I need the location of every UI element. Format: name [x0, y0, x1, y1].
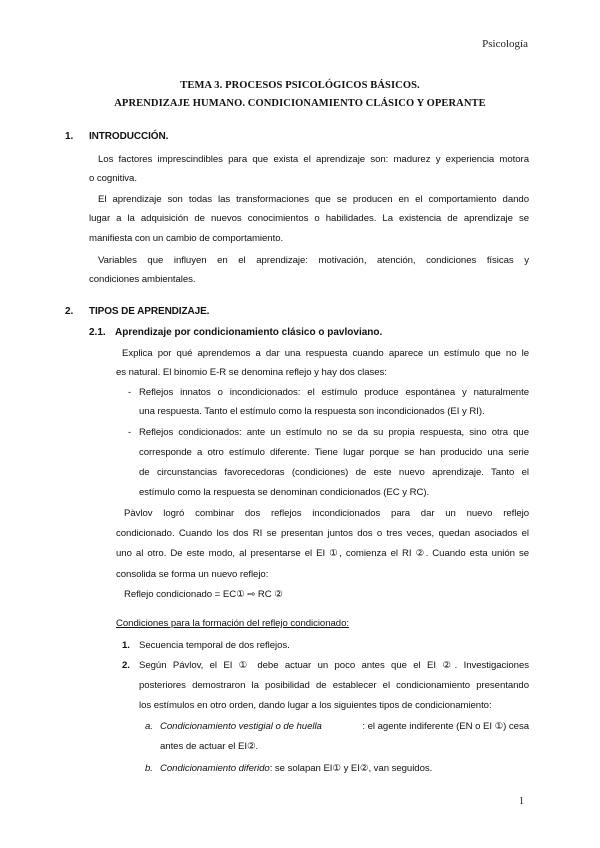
formula: Reflejo condicionado = EC① ⇨ RC ②: [124, 589, 283, 600]
sub-b-rest: : se solapan EI① y EI②, van seguidos.: [269, 763, 433, 774]
title-line-1: TEMA 3. PROCESOS PSICOLÓGICOS BÁSICOS.: [180, 80, 420, 91]
section-1-number: 1.: [65, 131, 74, 142]
paragraph-line: es natural. El binomio E-R se denomina reflejo y hay dos clases:: [116, 367, 387, 378]
title-line-2: APRENDIZAJE HUMANO. CONDICIONAMIENTO CLÁSICO Y OPERANTE: [114, 98, 486, 109]
sub-a-line-2: antes de actuar el EI②.: [160, 741, 259, 752]
condition-1-number: 1.: [122, 640, 130, 651]
paragraph-line: Variables que influyen en el aprendizaje: motivación, atención, condiciones físicas y: [98, 255, 529, 266]
section-2-number: 2.: [65, 306, 74, 317]
conditions-title: Condiciones para la formación del reflejo condicionado:: [116, 618, 349, 629]
section-2-title: TIPOS DE APRENDIZAJE.: [89, 306, 210, 317]
paragraph-line: condicionado. Cuando los dos RI se presentan juntos dos o tres veces, quedan asociados el: [116, 528, 529, 539]
paragraph-line: consolida se forma un nuevo reflejo:: [116, 569, 269, 580]
bullet-dash: -: [128, 427, 132, 438]
bullet-line: de circunstancias favorecedoras (condiciones) de este nuevo aprendizaje. Tanto el: [139, 467, 529, 478]
page-number: 1: [519, 796, 524, 807]
sub-a-rest: : el agente indiferente (EN o EI ①) cesa: [362, 721, 529, 732]
paragraph-line: condiciones ambientales.: [89, 274, 196, 285]
bullet-dash: -: [128, 387, 132, 398]
paragraph-line: El aprendizaje son todas las transformaciones que se producen en el comportamiento dando: [98, 194, 529, 205]
bullet-line: estímulo como la respuesta se denominan condicionados (EC y RC).: [139, 487, 430, 498]
subsection-2-1-number: 2.1.: [89, 327, 106, 338]
sub-a-letter: a.: [145, 721, 153, 732]
header-subject: Psicología: [482, 38, 528, 50]
paragraph-line: Explica por qué aprendemos a dar una respuesta cuando aparece un estímulo que no le: [122, 348, 529, 359]
sub-a-line: [160, 721, 529, 732]
sub-b-letter: b.: [145, 763, 153, 774]
bullet-line: Reflejos condicionados: ante un estímulo no se da su propia respuesta, sino otra que: [139, 427, 529, 438]
section-1-title: INTRODUCCIÓN.: [89, 131, 169, 142]
condition-1-text: Secuencia temporal de dos reflejos.: [139, 640, 290, 651]
paragraph-line: Los factores imprescindibles para que exista el aprendizaje son: madurez y experiencia motora: [98, 154, 529, 165]
paragraph-line: Pàvlov logró combinar dos reflejos incondicionados para dar un nuevo reflejo: [124, 508, 529, 519]
bullet-line: Reflejos innatos o incondicionados: el estímulo produce espontánea y naturalmente: [139, 387, 529, 398]
bullet-line: corresponde a otro estímulo diferente. Tiene lugar porque se han producido una serie: [139, 447, 529, 458]
condition-2-number: 2.: [122, 660, 130, 671]
paragraph-line: uno al otro. De este modo, al presentarse el EI ①, comienza el RI ②. Cuando esta unión se: [116, 548, 529, 559]
condition-2-line: Según Pávlov, el EI ① debe actuar un poco antes que el EI ②. Investigaciones: [139, 660, 529, 671]
sub-b-line: [160, 763, 432, 774]
sub-a-term: Condicionamiento vestigial o de huella: [160, 721, 322, 732]
paragraph-line: o cognitiva.: [89, 173, 137, 184]
sub-b-term: Condicionamiento diferido: [160, 763, 270, 774]
paragraph-line: lugar a la adquisición de nuevos conocimientos o habilidades. La existencia de aprendizaje se: [89, 213, 529, 224]
bullet-line: una respuesta. Tanto el estímulo como la respuesta son incondicionados (EI y RI).: [139, 406, 485, 417]
paragraph-line: manifiesta con un cambio de comportamiento.: [89, 233, 284, 244]
subsection-2-1-title: Aprendizaje por condicionamiento clásico o pavloviano.: [115, 327, 383, 338]
condition-2-line: los estímulos en otro orden, dando lugar a los siguientes tipos de condicionamiento:: [139, 700, 492, 711]
condition-2-line: posteriores demostraron la posibilidad de establecer el condicionamiento presentando: [139, 680, 529, 691]
